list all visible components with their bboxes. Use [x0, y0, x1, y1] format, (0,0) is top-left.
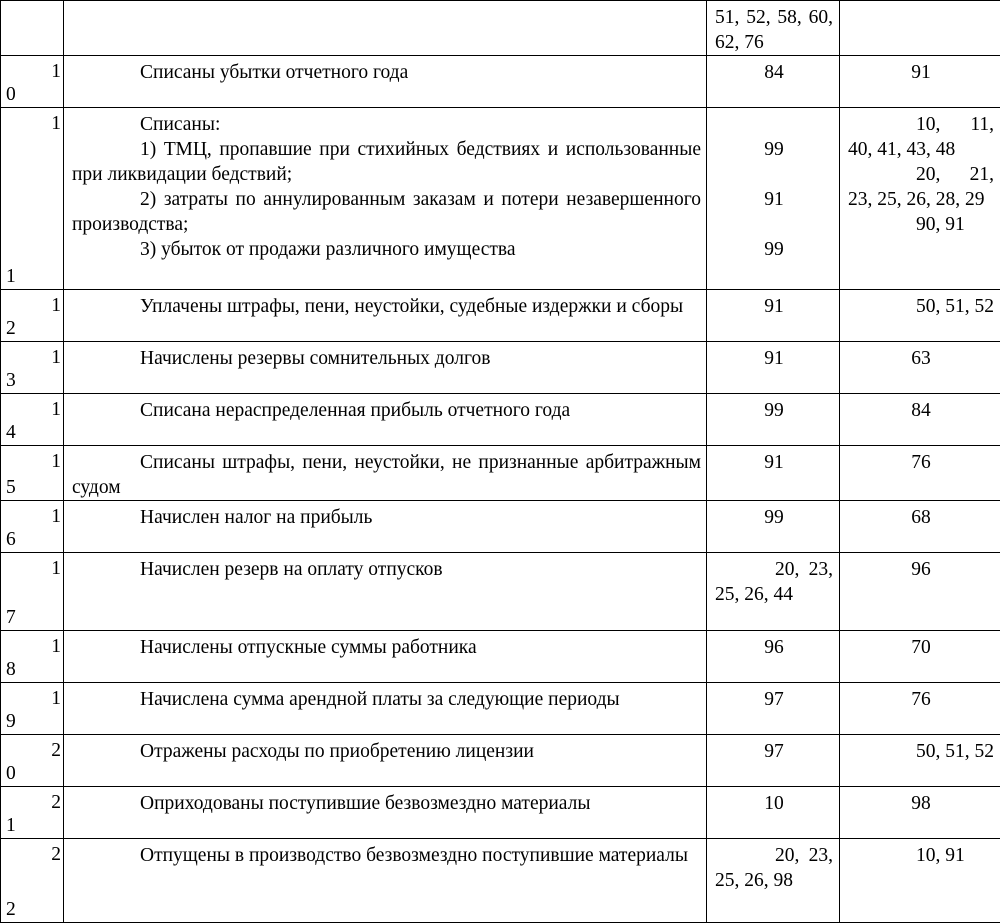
- operation-description-cell: [64, 446, 707, 501]
- operation-description: Списаны штрафы, пени, неустойки, не признанные арбитражным судом: [72, 450, 701, 500]
- credit-account-cell: [840, 631, 1000, 683]
- operation-description-cell: [64, 342, 707, 394]
- credit-account: 50, 51, 52: [848, 739, 994, 764]
- debit-account-cell: [707, 683, 840, 735]
- row-number-digit-2: 0: [6, 761, 16, 786]
- operation-description: 1) ТМЦ, пропавшие при стихийных бедствиях и использованные при ликвидации бедствий;: [72, 137, 701, 187]
- row-number-cell: [1, 394, 64, 446]
- debit-account-cell: [707, 839, 840, 923]
- row-number-cell: [1, 446, 64, 501]
- operation-description: Начислены резервы сомнительных долгов: [72, 346, 701, 371]
- operation-description: Начислена сумма арендной платы за следующие периоды: [72, 687, 701, 712]
- debit-account: 97: [715, 687, 833, 712]
- row-number-digit-1: 1: [51, 449, 61, 474]
- row-number-digit-2: 7: [6, 605, 16, 630]
- row-number-digit-1: 2: [51, 790, 61, 815]
- operation-description: 2) затраты по аннулированным заказам и потери незавершенного производства;: [72, 187, 701, 237]
- operation-description: Начислены отпускные суммы работника: [72, 635, 701, 660]
- credit-account: 90, 91: [848, 212, 994, 237]
- debit-account: 20, 23, 25, 26, 44: [715, 557, 833, 607]
- table-row: [1, 839, 1000, 923]
- credit-account: 68: [848, 505, 994, 530]
- row-number-digit-1: 1: [51, 345, 61, 370]
- credit-account: 10, 91: [848, 843, 994, 868]
- operation-description-cell: [64, 735, 707, 787]
- spacer: [715, 212, 833, 237]
- debit-account: 20, 23, 25, 26, 98: [715, 843, 833, 893]
- operation-description: Списана нераспределенная прибыль отчетного года: [72, 398, 701, 423]
- row-number-digit-1: 1: [51, 634, 61, 659]
- operation-description-cell: [64, 631, 707, 683]
- credit-account-cell: [840, 108, 1000, 290]
- credit-account: 70: [848, 635, 994, 660]
- operation-description: Уплачены штрафы, пени, неустойки, судебные издержки и сборы: [72, 294, 701, 319]
- debit-account: 91: [715, 346, 833, 371]
- credit-account: 51, 52, 58, 60, 62, 76: [715, 5, 833, 55]
- row-number-cell: [1, 290, 64, 342]
- credit-account: 96: [848, 557, 994, 582]
- debit-account: 10: [715, 791, 833, 816]
- credit-account: 76: [848, 687, 994, 712]
- debit-account: 99: [715, 137, 833, 162]
- row-number-cell: [1, 56, 64, 108]
- debit-account-cell: [707, 394, 840, 446]
- debit-account: 99: [715, 505, 833, 530]
- row-number-digit-1: 2: [51, 738, 61, 763]
- credit-account-cell: [840, 56, 1000, 108]
- operation-description-cell: [64, 394, 707, 446]
- credit-account-cell: [840, 1, 1000, 56]
- row-number-digit-2: 5: [6, 475, 16, 500]
- credit-account: 76: [848, 450, 994, 475]
- table-row: [1, 787, 1000, 839]
- credit-account-cell: [840, 290, 1000, 342]
- operation-description: Начислен резерв на оплату отпусков: [72, 557, 701, 582]
- operation-description-cell: [64, 290, 707, 342]
- debit-account: 97: [715, 739, 833, 764]
- row-number-digit-1: 1: [51, 686, 61, 711]
- operation-description: Списаны убытки отчетного года: [72, 60, 701, 85]
- debit-account: 91: [715, 187, 833, 212]
- row-number-digit-1: 1: [51, 59, 61, 84]
- row-number-cell: [1, 342, 64, 394]
- operation-description-cell: [64, 501, 707, 553]
- credit-account: 63: [848, 346, 994, 371]
- row-number-cell: [1, 553, 64, 631]
- row-number-cell: [1, 735, 64, 787]
- debit-account: 99: [715, 237, 833, 262]
- table-row: [1, 501, 1000, 553]
- row-number-cell: [1, 108, 64, 290]
- table-row: [1, 108, 1000, 290]
- operation-description-cell: [64, 1, 707, 56]
- debit-account-cell: [707, 108, 840, 290]
- operation-description-cell: [64, 553, 707, 631]
- table-row: [1, 56, 1000, 108]
- table-row: [1, 290, 1000, 342]
- credit-account: 84: [848, 398, 994, 423]
- debit-account-cell: [707, 735, 840, 787]
- row-number-cell: [1, 683, 64, 735]
- spacer: [715, 162, 833, 187]
- operation-description: Начислен налог на прибыль: [72, 505, 701, 530]
- ledger-body: [1, 1, 1000, 923]
- credit-account-cell: [840, 446, 1000, 501]
- row-number-digit-1: 1: [51, 556, 61, 581]
- row-number-digit-1: 2: [51, 842, 61, 867]
- table-row: [1, 631, 1000, 683]
- row-number-cell: [1, 631, 64, 683]
- row-number-digit-2: 2: [6, 897, 16, 922]
- operation-description-cell: [64, 787, 707, 839]
- debit-account-cell: [707, 56, 840, 108]
- operation-description: Отражены расходы по приобретению лицензии: [72, 739, 701, 764]
- row-number-digit-2: 6: [6, 527, 16, 552]
- operation-description-cell: [64, 56, 707, 108]
- row-number-cell: [1, 787, 64, 839]
- operation-description: 3) убыток от продажи различного имущества: [72, 237, 701, 262]
- table-row: [1, 553, 1000, 631]
- operation-description: Оприходованы поступившие безвозмездно материалы: [72, 791, 701, 816]
- credit-account: 91: [848, 60, 994, 85]
- debit-account: 84: [715, 60, 833, 85]
- debit-account-cell: [707, 342, 840, 394]
- row-number-digit-2: 3: [6, 368, 16, 393]
- credit-account-cell: [840, 342, 1000, 394]
- operation-description: Списаны:: [72, 112, 701, 137]
- credit-account-cell: [840, 787, 1000, 839]
- row-number-digit-2: 1: [6, 264, 16, 289]
- operation-description: Отпущены в производство безвозмездно поступившие материалы: [72, 843, 701, 868]
- debit-account-cell: [707, 290, 840, 342]
- debit-account-cell: [707, 553, 840, 631]
- credit-account: 50, 51, 52: [848, 294, 994, 319]
- row-number-digit-1: 1: [51, 504, 61, 529]
- row-number-cell: [1, 501, 64, 553]
- table-row: [1, 683, 1000, 735]
- credit-account-cell: [840, 394, 1000, 446]
- spacer: [715, 112, 833, 137]
- row-number-cell: [1, 839, 64, 923]
- debit-account-cell: [707, 1, 840, 56]
- row-number-digit-2: 4: [6, 420, 16, 445]
- credit-account-cell: [840, 501, 1000, 553]
- debit-account-cell: [707, 501, 840, 553]
- credit-account-cell: [840, 839, 1000, 923]
- debit-account-cell: [707, 631, 840, 683]
- debit-account: 91: [715, 294, 833, 319]
- table-row: [1, 1, 1000, 56]
- row-number-cell: [1, 1, 64, 56]
- operation-description-cell: [64, 839, 707, 923]
- table-row: [1, 342, 1000, 394]
- row-number-digit-1: 1: [51, 111, 61, 136]
- operation-description-cell: [64, 683, 707, 735]
- row-number-digit-2: 2: [6, 316, 16, 341]
- row-number-digit-2: 8: [6, 657, 16, 682]
- credit-account-cell: [840, 735, 1000, 787]
- row-number-digit-2: 1: [6, 813, 16, 838]
- debit-account-cell: [707, 446, 840, 501]
- table-row: [1, 735, 1000, 787]
- credit-account: 10, 11, 40, 41, 43, 48: [848, 112, 994, 162]
- table-row: [1, 394, 1000, 446]
- operation-description-cell: [64, 108, 707, 290]
- credit-account: 98: [848, 791, 994, 816]
- debit-account: 99: [715, 398, 833, 423]
- credit-account-cell: [840, 683, 1000, 735]
- table-row: [1, 446, 1000, 501]
- debit-account: 91: [715, 450, 833, 475]
- debit-account-cell: [707, 787, 840, 839]
- credit-account-cell: [840, 553, 1000, 631]
- debit-account: 96: [715, 635, 833, 660]
- credit-account: 20, 21, 23, 25, 26, 28, 29: [848, 162, 994, 212]
- row-number-digit-2: 0: [6, 82, 16, 107]
- row-number-digit-1: 1: [51, 397, 61, 422]
- row-number-digit-2: 9: [6, 709, 16, 734]
- row-number-digit-1: 1: [51, 293, 61, 318]
